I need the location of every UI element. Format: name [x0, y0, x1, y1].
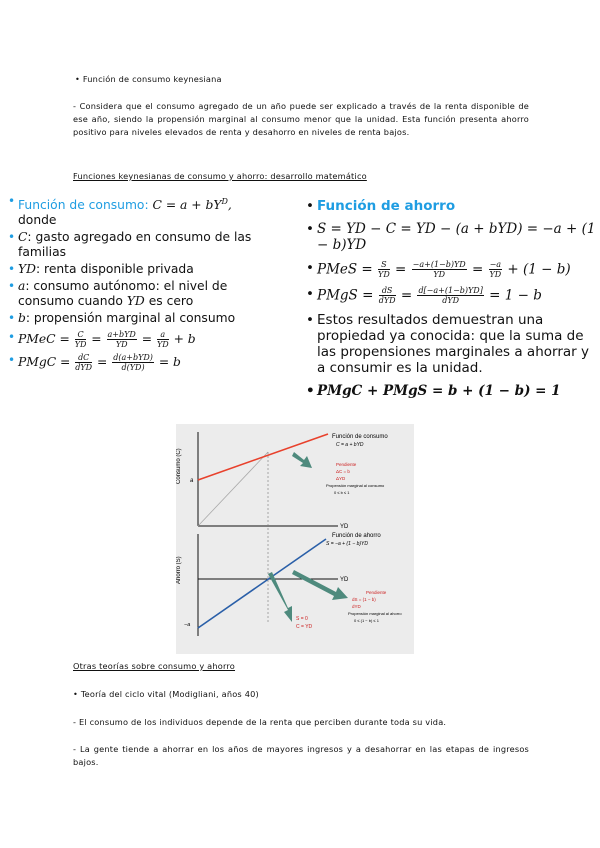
45-degree-line — [198, 452, 268, 526]
bottom-box-1: Pendiente — [366, 590, 387, 595]
bottom-neg-a-label: −a — [184, 622, 191, 628]
bottom-eq: S = −a + (1 − b)YD — [326, 541, 368, 547]
consumo-column — [6, 194, 268, 374]
paragraph-consumo-keynesiana: - Considera que el consumo agregado de un año puede ser explicado a través de la renta disponible de ese año, siendo la propensión marginal al consumo menor que la unidad. Esta función presenta ahorro positivo para niveles elevados de renta y desahorro en niveles de renta bajos. — [73, 101, 529, 137]
bullet-yd-definition: • YD: renta disponible privada — [6, 262, 268, 277]
bottom-s0-label: S = 0 — [296, 616, 308, 622]
donde-label: donde — [18, 213, 57, 228]
paragraph-ahorrar-desahorrar: - La gente tiende a ahorrar en los años de mayores ingresos y a desahorrar en las etapas de ingresos bajos. — [73, 744, 529, 767]
top-box-4: Propensión marginal al consumo — [326, 483, 385, 488]
pmgs-equation: • PMgS = $\frac{dS}{\text{dYD}}$ = $\frac{d[-a+(1-b)YD]}{\text{dYD}}$ = 1 − b — [305, 286, 597, 305]
ahorro-equation: • S = YD − C = YD − (a + bYD) = −a + (1 − b)YD — [305, 221, 597, 253]
section-heading-desarrollo-matematico: Funciones keynesianas de consumo y ahorro: desarrollo matemático — [73, 171, 367, 181]
bullet-a-definition: • a: consumo autónomo: el nivel de consumo cuando YD es cero — [6, 279, 268, 309]
consumo-equation: $C = a + bY^D$, — [152, 197, 232, 213]
bottom-box-3: dYD — [352, 604, 361, 609]
bullet-c-definition: • C: gasto agregado en consumo de las familias — [6, 230, 268, 260]
top-box-2: ΔC = b — [336, 469, 350, 474]
pmgc-equation: • PMgC = $\frac{dC}{\text{dYD}}$ = $\frac{\text{d(a+bYD)}}{d(YD)}$ = b — [6, 353, 268, 372]
top-box-1: Pendiente — [336, 462, 357, 467]
bullet-funcion-ahorro — [305, 198, 597, 214]
bottom-cyd-label: C = YD — [296, 624, 313, 630]
suma-propensiones-equation: • PMgC + PMgS = b + (1 − b) = 1 — [305, 383, 597, 399]
top-x-label: YD — [340, 524, 349, 530]
top-a-label: a — [190, 478, 194, 484]
top-box-3: ΔYD — [336, 476, 346, 481]
bullet-ciclo-vital: • Teoría del ciclo vital (Modigliani, años 40) — [73, 689, 259, 699]
consumo-ahorro-figure — [176, 424, 414, 654]
bottom-box-5: 0 ≤ (1 − b) ≤ 1 — [354, 618, 379, 623]
consumo-ahorro-diagram — [176, 424, 414, 654]
ahorro-column — [305, 198, 597, 406]
top-arrow-icon — [292, 452, 312, 468]
bottom-title: Función de ahorro — [332, 533, 381, 539]
consumo-title: Función de consumo — [18, 198, 145, 213]
bottom-arrow-right-icon — [292, 570, 348, 600]
pmec-equation: • PMeC = $\frac{C}{YD}$ = $\frac{\text{a+bYD}}{YD}$ = $\frac{a}{YD}$ + b — [6, 330, 268, 349]
bottom-box-4: Propensión marginal al ahorro — [348, 611, 402, 616]
pmes-equation: • PMeS = $\frac{S}{YD}$ = $\frac{-a+(1-b)YD}{YD}$ = $\frac{-a}{YD}$ + (1 − b) — [305, 260, 597, 279]
section-heading-otras-teorias: Otras teorías sobre consumo y ahorro — [73, 661, 236, 671]
bullet-funcion-consumo: • Función de consumo: $C = a + bY^D$, donde — [6, 194, 268, 228]
bottom-x-label: YD — [340, 577, 349, 583]
top-title: Función de consumo — [332, 434, 388, 440]
paragraph-consumo-individuos: - El consumo de los individuos depende de la renta que perciben durante toda su vida. — [73, 717, 447, 727]
propiedad-text: • Estos resultados demuestran una propiedad ya conocida: que la suma de las propensiones marginales a ahorrar y a consumir es la unidad. — [305, 312, 597, 376]
bullet-b-definition: • b: propensión marginal al consumo — [6, 311, 268, 326]
ahorro-title: Función de ahorro — [317, 198, 456, 214]
top-eq: C = a + bYD — [336, 442, 364, 448]
bottom-y-label: Ahorro (S) — [176, 556, 182, 584]
top-y-label: Consumo (C) — [176, 448, 182, 484]
top-box-5: 0 ≤ b ≤ 1 — [334, 490, 350, 495]
ahorro-line — [198, 539, 326, 628]
consumo-line — [198, 434, 328, 480]
bottom-box-2: dS = (1 − b) — [352, 597, 376, 602]
section-heading-consumo-keynesiana: • Función de consumo keynesiana — [75, 74, 222, 84]
